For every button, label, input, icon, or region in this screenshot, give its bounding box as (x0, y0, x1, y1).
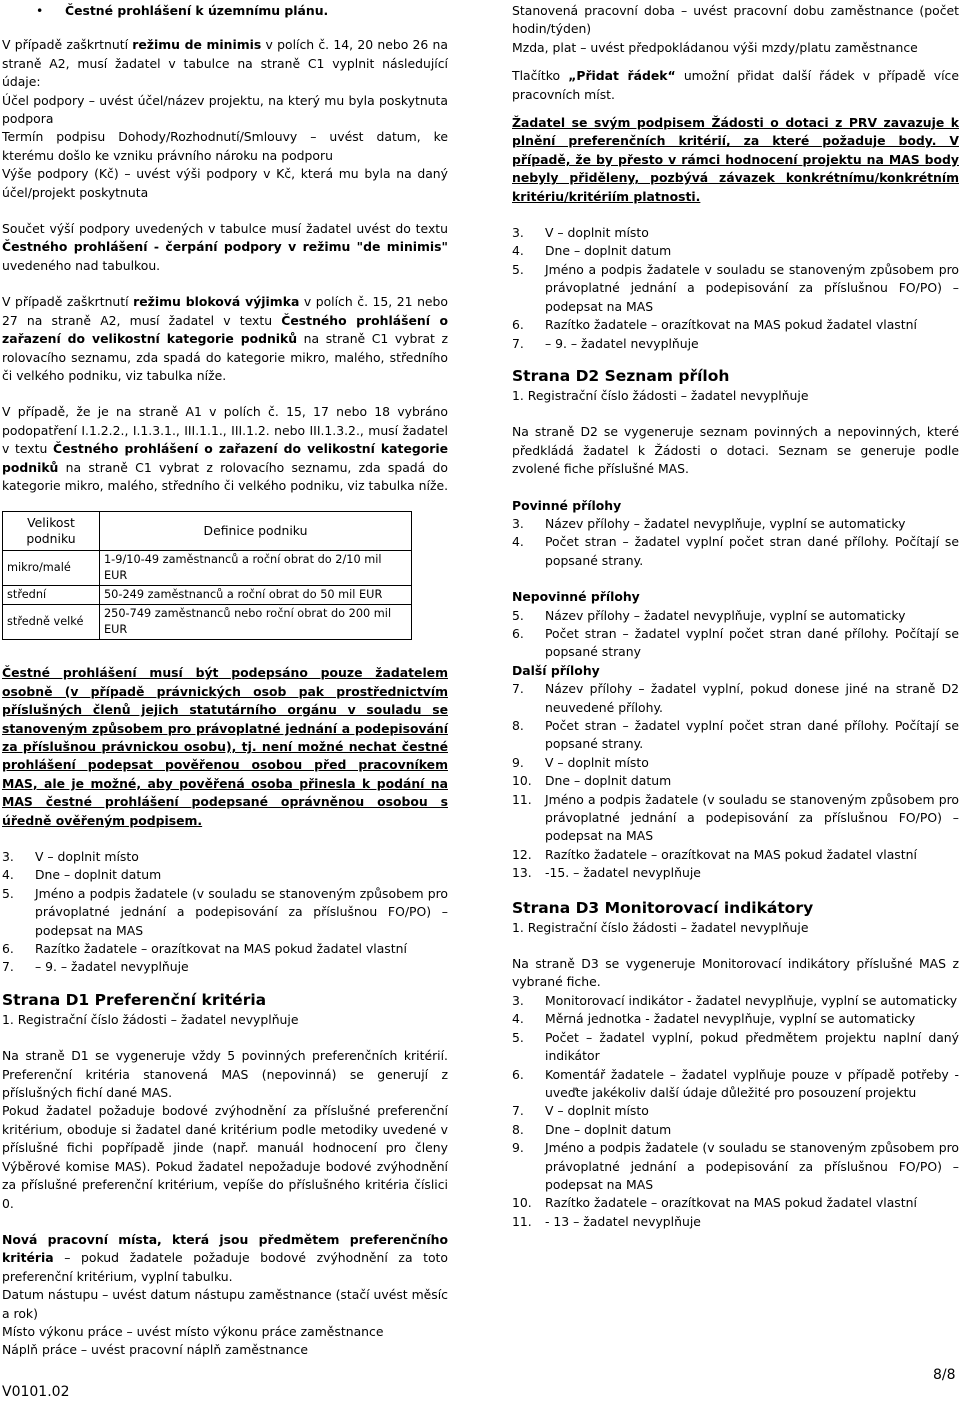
list-item: 9. V – doplnit místo (512, 754, 649, 770)
signature-list-right (512, 224, 959, 353)
list-item: 12. Razítko žadatele – orazítkovat na MAS pokud žadatel vlastní (512, 846, 917, 862)
list-item: 9. Jméno a podpis žadatele (v souladu se stanoveným způsobem pro právoplatné jednání a podepisování za příslušnou FO/PO) – podepsat na MAS (512, 1140, 959, 1192)
d3-item: 1. Registrační číslo žádosti – žadatel nevyplňuje (512, 919, 809, 935)
list-item: 11. - 13 – žadatel nevyplňuje (512, 1213, 701, 1229)
size-category-table (2, 511, 412, 640)
table-row: středně velké 250-749 zaměstnanců nebo roční obrat do 200 mil EUR (3, 605, 412, 640)
list-item: 5. Počet – žadatel vyplní, pokud předmětem projektu naplní daný indikátor (512, 1029, 959, 1064)
list-item: 4. Počet stran – žadatel vyplní počet stran dané přílohy. Počítají se popsané strany. (512, 534, 959, 568)
page-number: 8/8 (933, 1367, 956, 1383)
list-item: 6. Komentář žadatele – žadatel vyplňuje pouze v případě potřeby - uveďte jakékoliv další údaje důležité pro posouzení projektu (512, 1066, 959, 1100)
list-item: 13. -15. – žadatel nevyplňuje (512, 865, 701, 881)
list-item: 6. Razítko žadatele – orazítkovat na MAS pokud žadatel vlastní (2, 941, 407, 957)
line-vyse: Výše podpory (Kč) – uvést výši podpory v Kč, která mu byla na daný účel/projekt poskytnuta (2, 166, 448, 200)
list-item: 4. Dne – doplnit datum (512, 243, 672, 259)
list-item: 8. Dne – doplnit datum (512, 1121, 672, 1137)
table-header: Velikost podniku (3, 512, 100, 551)
list-item: 5. Jméno a podpis žadatele v souladu se stanoveným způsobem pro právoplatné jednání a podepisování za příslušnou FO/PO) – podepsat na MAS (512, 261, 959, 314)
paragraph-cestne-prohlaseni: Čestné prohlášení musí být podepsáno pouze žadatelem osobně (v případě právnických osob pak prostřednictvím příslušných členů jejich statutárního orgánu v souladu se stanoveným způsobem pro právoplatné jednání a podepisování za příslušnou právnickou osobu), tj. není možné nechat čestné prohlášení podepsat pověřenou osobou před pracovníkem MAS, ale je možné, aby pověřená osoba přinesla k podání na MAS čestné prohlášení podepsané oprávněnou osobou s úředně ověřeným podpisem. (2, 665, 448, 828)
line-napln-prace: Náplň práce – uvést pracovní náplň zaměstnance (2, 1342, 308, 1358)
table-row: střední 50-249 zaměstnanců a roční obrat do 50 mil EUR (3, 586, 412, 605)
paragraph-blokova-vyjimka: V případě zaškrtnutí režimu bloková výjimka v polích č. 15, 21 nebo 27 na straně A2, musí žadatel v textu Čestného prohlášení o zařazení do velikostní kategorie podniků na straně C1 vybrat z rolovacího seznamu, zda spadá do kategorie mikro, malého, středního či velkého podniku, viz tabulka níže. (2, 294, 449, 383)
list-item: 7. – 9. – žadatel nevyplňuje (2, 959, 189, 975)
bullet-item: • Čestné prohlášení k územnímu plánu. (2, 2, 448, 20)
list-item: 8. Počet stran – žadatel vyplní počet stran dané přílohy. Počítají se popsané strany. (512, 718, 959, 752)
subheading-nepovinne: Nepovinné přílohy (512, 589, 640, 605)
list-item: 10. Razítko žadatele – orazítkovat na MAS pokud žadatel vlastní (512, 1195, 917, 1211)
list-item: 4. Dne – doplnit datum (2, 867, 162, 883)
d2-paragraph: Na straně D2 se vygeneruje seznam povinných a nepovinných, které předkládá žadatel k Žádosti o dotaci. Seznam se generuje podle zvolené fiche příslušné MAS. (512, 424, 959, 477)
section-title-d2: Strana D2 Seznam příloh (512, 366, 730, 385)
paragraph-zavazek: Žadatel se svým podpisem Žádosti o dotaci z PRV zavazuje k plnění preferenčních kritérií, za které požaduje body. V případě, že by přesto v rámci hodnocení projektu na MAS body nebyly přiděleny, pozbývá závazek konkrétnímu/konkrétním kritériu/kritériím platnosti. (512, 115, 959, 204)
signature-list (2, 848, 448, 977)
list-item: 6. Razítko žadatele – orazítkovat na MAS pokud žadatel vlastní (512, 317, 917, 333)
d1-paragraph: Pokud žadatel požaduje bodové zvýhodnění za příslušné preferenční kritérium, oboduje si žadatel dané kritérium podle metodiky uvedené v příslušné fichi popřípadě jinde (např. manuál hodnocení pro členy Výběrové komise MAS). Pokud žadatel nepožaduje bodové zvýhodnění za příslušné preferenční kritérium, vepíše do příslušného kritéria číslici 0. (2, 1103, 448, 1211)
list-item: 5. Jméno a podpis žadatele (v souladu se stanoveným způsobem pro právoplatné jednání a podepisování za příslušnou FO/PO) – podepsat na MAS (2, 885, 448, 938)
paragraph-podopatreni: V případě, že je na straně A1 v polích č. 15, 17 nebo 18 vybráno podopatření I.1.2.2., I.1.3.1., III.1.1., III.1.2. nebo III.1.3.2., musí žadatel v textu Čestného prohlášení o zařazení do velikostní kategorie podniků na straně C1 vybrat z rolovacího seznamu, zda spadá do kategorie mikro, malého, středního či velkého podniku, viz tabulka níže. (2, 404, 449, 493)
list-item: 6. Počet stran – žadatel vyplní počet stran dané přílohy. Počítají se popsané strany (512, 625, 959, 660)
paragraph-de-minimis: V případě zaškrtnutí režimu de minimis v polích č. 14, 20 nebo 26 na straně A2, musí žadatel v tabulce na straně C1 vyplnit následující údaje: (2, 37, 448, 90)
table-row: mikro/malé 1-9/10-49 zaměstnanců a roční obrat do 2/10 mil EUR (3, 551, 412, 586)
d2-item: 1. Registrační číslo žádosti – žadatel nevyplňuje (512, 387, 809, 403)
subheading-dalsi: Další přílohy (512, 662, 600, 678)
left-column (2, 0, 448, 1360)
list-item: 7. Název přílohy – žadatel vyplní, pokud donese jiné na straně D2 neuvedené přílohy. (512, 681, 959, 715)
list-item: 10. Dne – doplnit datum (512, 773, 672, 789)
list-item: 3. Název přílohy – žadatel nevyplňuje, vyplní se automaticky (512, 515, 906, 531)
list-item: 4. Měrná jednotka - žadatel nevyplňuje, vyplní se automaticky (512, 1011, 916, 1027)
line-misto-vykonu: Místo výkonu práce – uvést místo výkonu práce zaměstnance (2, 1323, 384, 1339)
list-item: 3. V – doplnit místo (2, 849, 139, 864)
line-datum-nastupu: Datum nástupu – uvést datum nástupu zaměstnance (stačí uvést měsíc a rok) (2, 1287, 448, 1321)
list-item: 11. Jméno a podpis žadatele (v souladu se stanoveným způsobem pro právoplatné jednání a podepisování za příslušnou FO/PO) – podepsat na MAS (512, 791, 959, 844)
d1-paragraph: Na straně D1 se vygeneruje vždy 5 povinných preferenčních kritérií. Preferenční kritéria stanovená MAS (nepovinná) se generují z příslušných fichí dané MAS. (2, 1048, 448, 1101)
line-pracovni-doba: Stanovená pracovní doba – uvést pracovní dobu zaměstnance (počet hodin/týden) (512, 3, 959, 37)
list-item: 3. Monitorovací indikátor - žadatel nevyplňuje, vyplní se automaticky (512, 992, 958, 1008)
line-termin: Termín podpisu Dohody/Rozhodnutí/Smlouvy – uvést datum, ke kterému došlo ke vzniku právního nároku na podporu (2, 129, 448, 163)
d1-item: 1. Registrační číslo žádosti – žadatel nevyplňuje (2, 1011, 299, 1027)
subheading-povinne: Povinné přílohy (512, 497, 622, 513)
paragraph-nova-mista: Nová pracovní místa, která jsou předmětem preferenčního kritéria – pokud žadatele požaduje bodové zvýhodnění za toto preferenční kritérium, vyplní tabulku. (2, 1231, 448, 1284)
paragraph-soucet: Součet výší podpory uvedených v tabulce musí žadatel uvést do textu Čestného prohlášení - čerpání podpory v režimu "de minimis" uvedeného nad tabulkou. (2, 221, 448, 273)
list-item: 5. Název přílohy – žadatel nevyplňuje, vyplní se automaticky (512, 607, 906, 623)
list-item: 3. V – doplnit místo (512, 225, 649, 241)
paragraph-pridat-radek: Tlačítko „Přidat řádek“ umožní přidat další řádek v případě více pracovních míst. (512, 68, 959, 102)
right-column (512, 0, 959, 1231)
section-title-d1: Strana D1 Preferenční kritéria (2, 990, 267, 1009)
list-item: 7. V – doplnit místo (512, 1103, 649, 1119)
line-ucel: Účel podpory – uvést účel/název projektu, na který mu byla poskytnuta podpora (2, 92, 448, 127)
table-header: Definice podniku (100, 512, 412, 551)
list-item: 7. – 9. – žadatel nevyplňuje (512, 335, 699, 351)
line-mzda: Mzda, plat – uvést předpokládanou výši mzdy/platu zaměstnance (512, 39, 918, 55)
d3-paragraph: Na straně D3 se vygeneruje Monitorovací indikátory příslušné MAS z vybrané fiche. (512, 956, 959, 990)
section-title-d3: Strana D3 Monitorovací indikátory (512, 898, 814, 917)
version-label: V0101.02 (2, 1384, 70, 1400)
